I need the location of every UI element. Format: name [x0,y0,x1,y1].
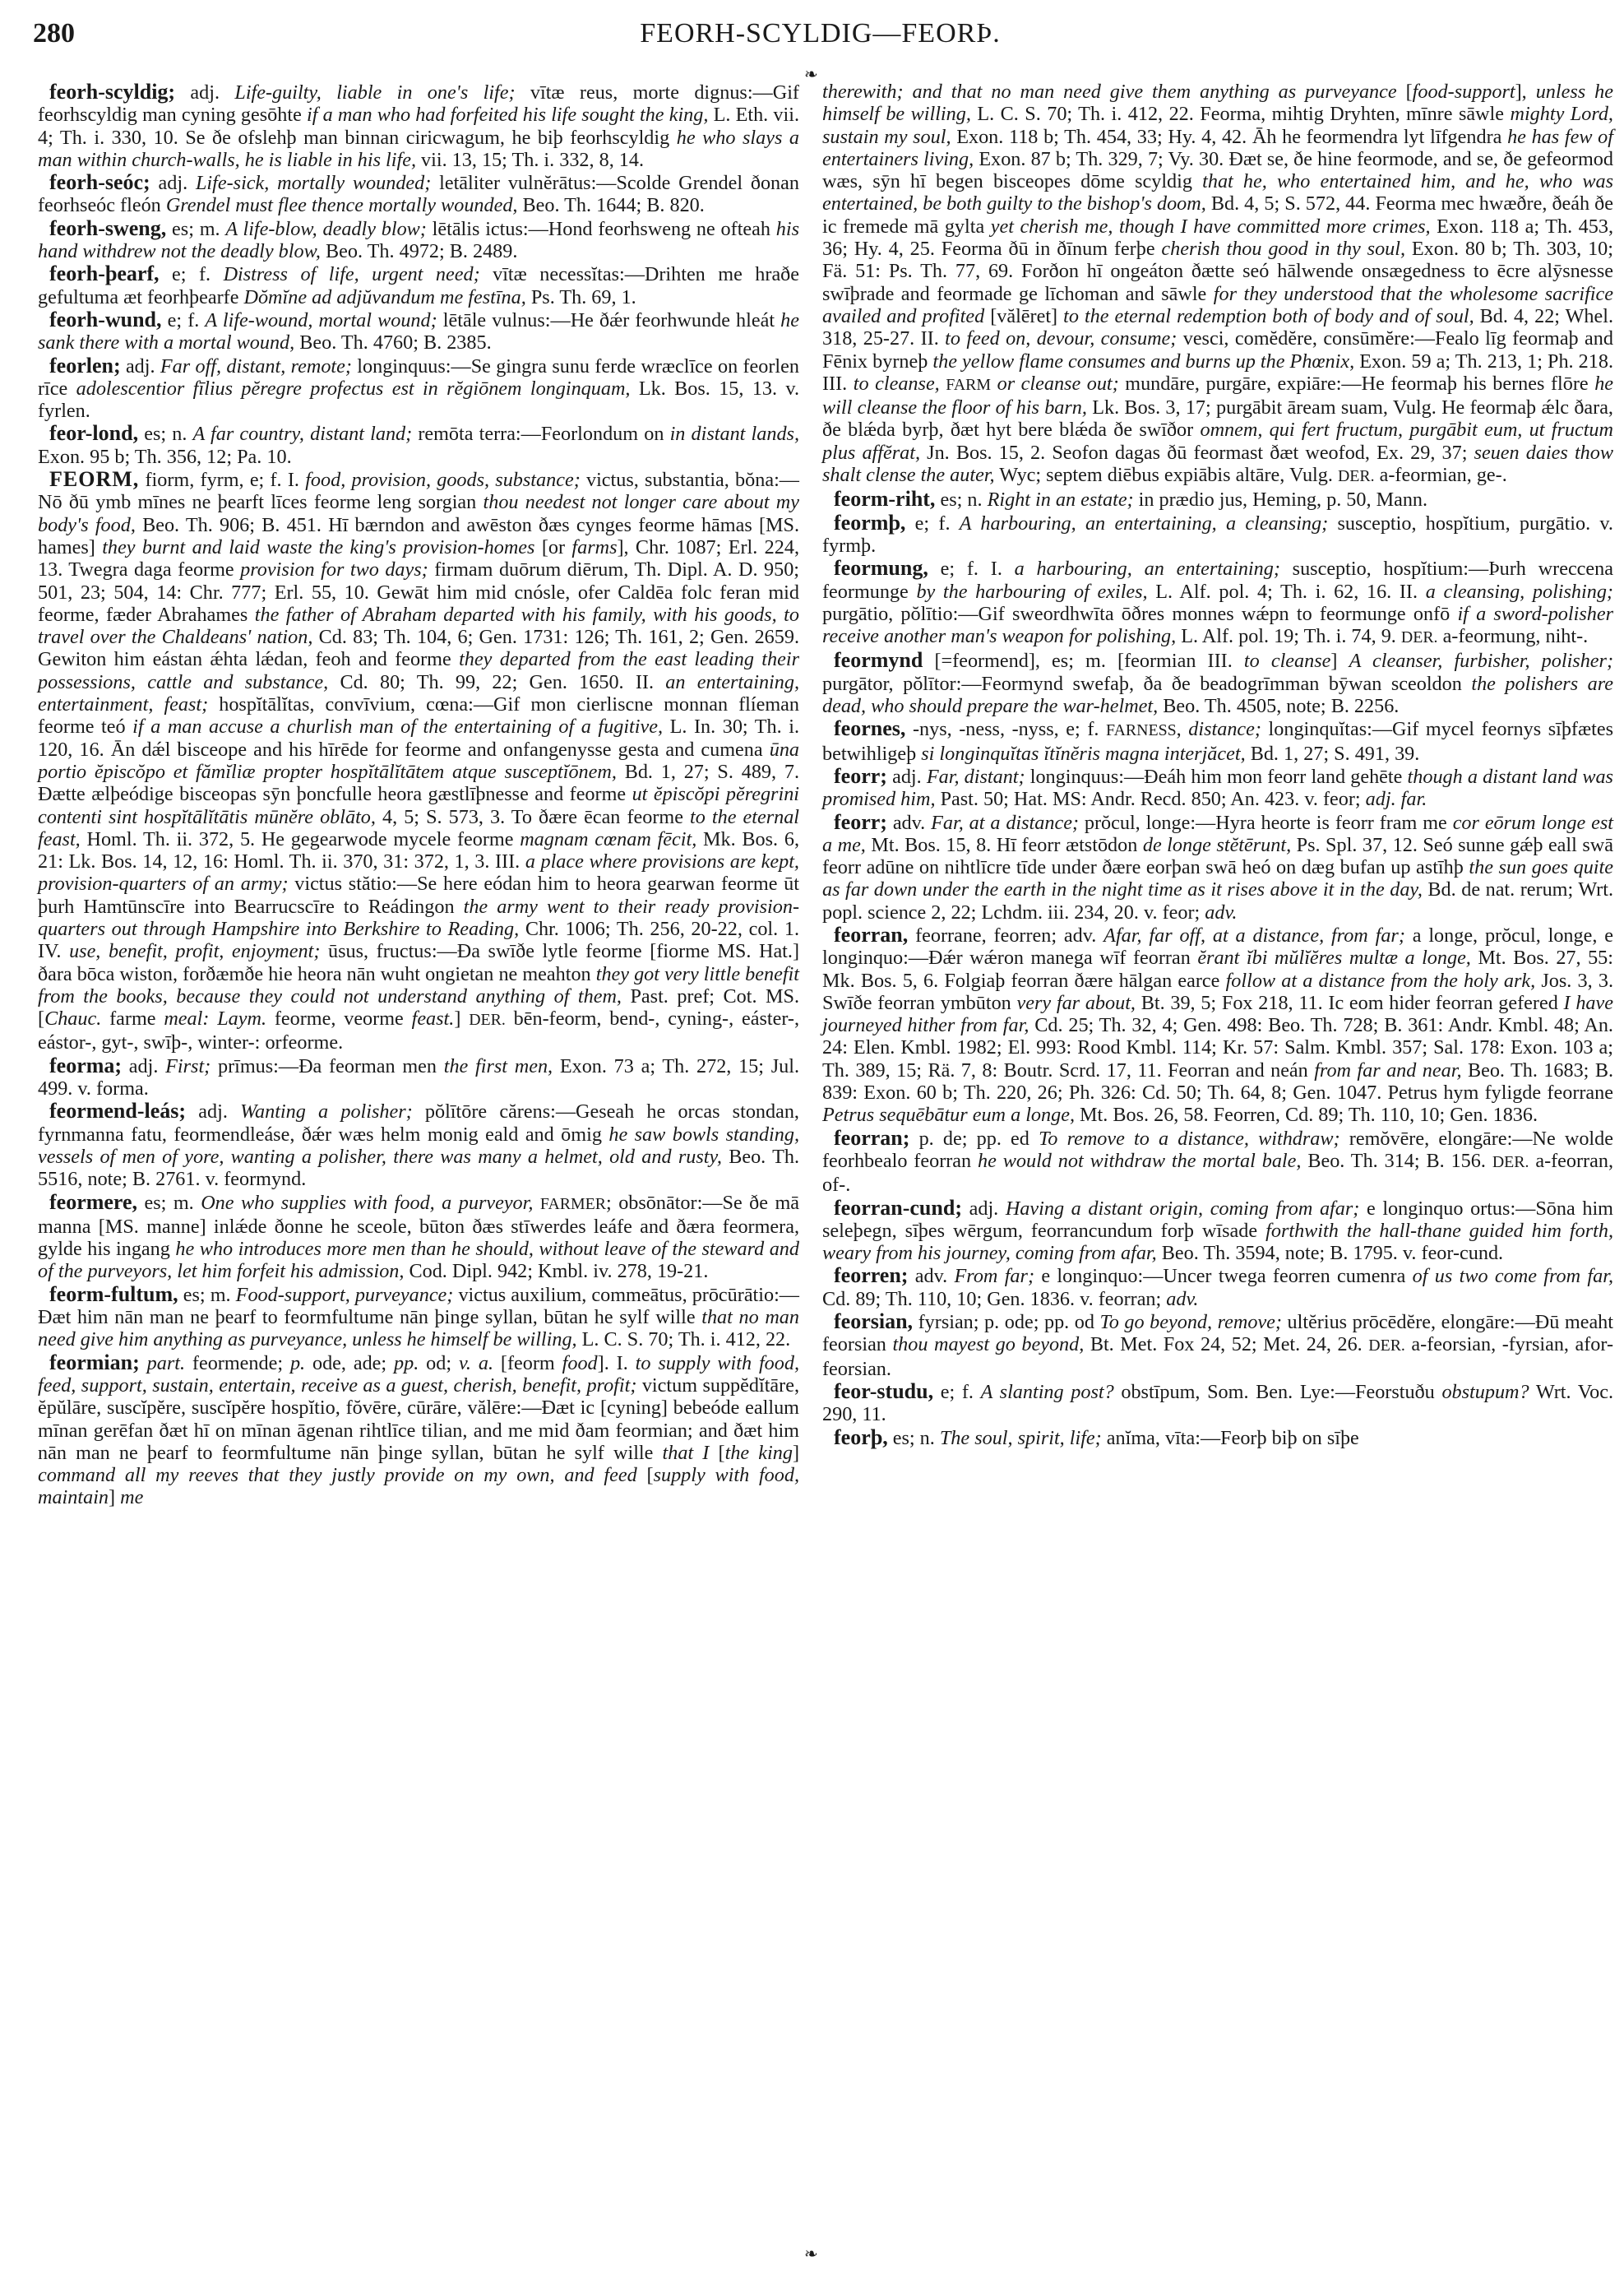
dictionary-entry [38,217,799,263]
dictionary-entry [38,262,799,308]
dictionary-entry [822,557,1613,649]
dictionary-entry [822,1380,1613,1426]
headword: feorlen; [49,353,121,378]
headword: feor-studu, [834,1378,934,1403]
headword: feorran; [834,1125,910,1150]
dictionary-entry [822,649,1613,717]
column-divider [811,78,812,2258]
dictionary-entry [38,468,799,1054]
dictionary-entry [38,1054,799,1100]
entry-definition: e; f. A life-wound, mortal wound; lētāle vulnus:—He ðǽr feorhwunde hleát he sank there with a mortal wound, Beo. Th. 4760; B. 2385. [38,308,799,354]
dictionary-entry [822,765,1613,811]
entry-definition: [=feormend], es; m. [feormian III. to cleanse] A cleanser, furbisher, polisher; purgātor, pŏlītor:—Feormynd swefaþ, ða ðe beadogrīmman bȳwan sceoldon the polishers are dead, who should prepare the war-helmet, Beo. Th. 4505, note; B. 2256. [822,650,1613,718]
entry-definition: adj. First; prīmus:—Ða feorman men the first men, Exon. 73 a; Th. 272, 15; Jul. 499. v. forma. [38,1054,799,1100]
headword: feorma; [49,1053,123,1077]
entry-definition: feorrane, feorren; adv. Afar, far off, at a distance, from far; a longe, prŏcul, longe, e longinquo:—Ðǽr wǽron manega wīf feorran ĕrant ĭbi mŭlĭĕres multæ a longe, Mt. Bos. 27, 55: Mk. Bos. 5, 6. Folgiaþ feorran ðære hālgan earce follow at a distance from the holy ark, Jos. 3, 3. Swīðe feorran ymbūton very far about, Bt. 39, 5; Fox 218, 11. Ic eom hider feorran gefered I have journeyed hither from far, Cd. 25; Th. 32, 4; Gen. 498: Beo. Th. 728; B. 361: Andr. Kmbl. 48; An. 24: Elen. Kmbl. 1982; El. 993: Rood Kmbl. 114; Kr. 57: Salm. Kmbl. 357; Sal. 178: Exon. 103 a; Th. 389, 15; Rä. 7, 8: Boutr. Scrd. 17, 11. Feorran and neán from far and near, Beo. Th. 1683; B. 839: Exon. 60 b; Th. 220, 26; Ph. 326: Cd. 50; Th. 64, 8; Gen. 1047. Petrus hym fyligde feorrane Petrus sequēbātur eum a longe, Mt. Bos. 26, 58. Feorren, Cd. 89; Th. 110, 10; Gen. 1836. [822,924,1614,1127]
entry-definition: es; m. Food-support, purveyance; victus auxilium, commeātus, prōcūrātio:—Ðæt him nān man ne þearf to feormfultume nān þinge syllan, būtan he sylf wille that no man need give him anything as purveyance, unless he himself be willing, L. C. S. 70; Th. i. 412, 22. [38,1283,799,1351]
dictionary-entry [822,924,1613,1127]
entry-definition: es; n. Right in an estate; in prædio jus, Heming, p. 50, Mann. [935,489,1428,512]
dictionary-entry [38,1351,799,1509]
headword: feormung, [834,556,928,581]
dictionary-entry [822,81,1613,488]
entry-definition: es; m. A life-blow, deadly blow; lētālis ictus:—Hond feorhsweng ne ofteah his hand withdrew not the deadly blow, Beo. Th. 4972; B. 2489. [38,217,799,263]
dictionary-entry [822,512,1613,558]
entry-definition: fiorm, fyrm, e; f. I. food, provision, goods, substance; victus, substantia, bŏna:—Nō ðū ymb mīnes ne þearft līces feorme leng sorgian thou needest not longer care about my body's food, Beo. Th. 906; B. 451. Hī bærndon and awēston ðæs cynges feorme hāmas [MS. hames] they burnt and laid waste the king's provision-homes [or farms], Chr. 1087; Erl. 224, 13. Twegra daga feorme provision for two days; firmam duōrum diērum, Th. Dipl. A. D. 950; 501, 23; 504, 14: Chr. 777; Erl. 55, 10. Gewāt him mid cnósle, ofer Caldēa folc feran mid feorme, fæder Abrahames the father of Abraham departed with his family, with his goods, to travel over the Chaldeans' nation, Cd. 83; Th. 104, 6; Gen. 1731: 126; Th. 161, 2; Gen. 2659. Gewiton him eástan ǽhta lǽdan, feoh and feorme they departed from the east leading their possessions, cattle and substance, Cd. 80; Th. 99, 22; Gen. 1650. II. an entertaining, entertainment, feast; hospĭtālĭtas, convīvium, cœna:—Gif mon cierliscne monnan flíeman feorme teó if a man accuse a churlish man of the entertaining of a fugitive, L. In. 30; Th. i. 120, 16. Ān dǽl bisceope and his hīrēde for feorme and onfangenysse gesta and cumena ūna portio ĕpiscŏpo et fămĭliæ propter hospĭtālĭtātem atque susceptĭōnem, Bd. 1, 27; S. 489, 7. Ðætte ælþeódige bisceopas sȳn þoncfulle heora gæstlīþnesse and feorme ut ĕpiscŏpi pĕregrini contenti sint hospĭtālĭtātis mūnĕre oblāto, 4, 5; S. 573, 3. To ðære ēcan feorme to the eternal feast, Homl. Th. ii. 372, 5. He gegearwode mycele feorme magnam cœnam fēcit, Mk. Bos. 6, 21: Lk. Bos. 14, 12, 16: Homl. Th. ii. 370, 31: 372, 1, 3. III. a place where provisions are kept, provision-quarters of an army; victus stătio:—Se here eódan him to heora gearwan feorme ūt þurh Hamtūnscīre into Bearrucscīre to Reádingon the army went to their ready provision-quarters out through Hampshire into Berkshire to Reading, Chr. 1006; Th. 256, 20-22, col. 1. IV. use, benefit, profit, enjoyment; ūsus, fructus:—Ða swīðe lytle feorme [fiorme MS. Hat.] ðara bōca wiston, forðæmðe hie heora nān wuht ongietan ne meahton they got very little benefit from the books, because they could not understand anything of them, Past. pref; Cot. MS. [Chauc. farme meal: Laym. feorme, veorme feast.] DER. bēn-feorm, bend-, cyning-, eáster-, eástor-, gyt-, swīþ-, winter-: orfeorme. [38,469,800,1054]
headword: feorh-scyldig; [49,80,176,104]
page-header [33,15,1608,56]
headword: feorsian, [834,1309,914,1334]
headword: feorm-riht, [834,487,936,512]
headword: feorþ, [834,1425,888,1449]
entry-definition: e; f. I. a harbouring, an entertaining; susceptio, hospĭtium:—Þurh wreccena feormunge by the harbouring of exiles, L. Alf. pol. 4; Th. i. 62, 16. II. a cleansing, polishing; purgātio, pŏlītio:—Gif sweordhwīta ōðres monnes wǽpn to feormunge onfō if a sword-polisher receive another man's weapon for polishing, L. Alf. pol. 19; Th. i. 74, 9. DER. a-feormung, niht-. [822,558,1613,648]
right-column [822,81,1613,1449]
headword: feor-lond, [49,421,139,446]
entry-definition: adj. Life-sick, mortally wounded; letāliter vulnĕrātus:—Scolde Grendel ðonan feorhseóc fleón Grendel must flee thence mortally wounded, Beo. Th. 1644; B. 820. [38,172,799,217]
entry-definition: adj. Wanting a polisher; pŏlītōre cărens:—Geseah he orcas stondan, fyrnmanna fatu, feormendleáse, ðǽr wæs helm monig eald and ōmig he saw bowls standing, vessels of men of yore, wanting a polisher, there was many a helmet, old and rusty, Beo. Th. 5516, note; B. 2761. v. feormynd. [38,1100,799,1191]
headword: FEORM, [49,467,140,492]
dictionary-entry [38,354,799,423]
dictionary-entry [38,308,799,354]
entry-definition: adj. Far, distant; longinquus:—Ðeáh him mon feorr land gehēte though a distant land was promised him, Past. 50; Hat. MS: Andr. Recd. 850; An. 423. v. feor; adj. far. [822,765,1613,811]
dictionary-entry [38,1283,799,1351]
entry-definition: p. de; pp. ed To remove to a distance, withdraw; remŏvēre, elongāre:—Ne wolde feorhbealo feorran he would not withdraw the mortal bale, Beo. Th. 314; B. 156. DER. a-feorran, of-. [822,1127,1613,1197]
headword: feormend-leás; [49,1099,187,1123]
dictionary-entry [822,811,1613,924]
headword: feorran, [834,922,909,947]
entry-definition: e; f. Distress of life, urgent need; vītæ necessĭtas:—Drihten me hraðe gefultuma æt feorhþearfe Dŏmĭne ad adjŭvandum me festīna, Ps. Th. 69, 1. [38,263,800,308]
column-ornament-top: ❧ [804,66,818,84]
entry-definition: es; n. A far country, distant land; remōta terra:—Feorlondum on in distant lands, Exon. 95 b; Th. 356, 12; Pa. 10. [38,423,799,468]
entry-definition: es; m. One who supplies with food, a purveyor, FARMER; obsōnātor:—Se ðe mā manna [MS. manne] inlǽde ðonne he sceole, būton ðæs stīwerdes leáfe and ðæra feormera, gylde his ingang he who introduces more men than he should, without leave of the steward and of the purveyors, let him forfeit his admission, Cod. Dipl. 942; Kmbl. iv. 278, 19-21. [38,1191,800,1283]
entry-definition: es; n. The soul, spirit, life; anĭma, vīta:—Feorþ biþ on sīþe [887,1426,1359,1449]
headword: feorh-sweng, [49,215,167,240]
entry-definition: adv. From far; e longinquo:—Uncer twega feorren cumenra of us two come from far, Cd. 89; Th. 110, 10; Gen. 1836. v. feorran; adv. [822,1265,1613,1310]
dictionary-entry [38,171,799,217]
entry-definition: e; f. A slanting post? obstīpum, Som. Ben. Lye:—Feorstuðu obstupum? Wrt. Voc. 290, 11. [822,1380,1613,1426]
headword: feorran-cund; [834,1195,962,1220]
dictionary-entry [822,1310,1613,1380]
column-ornament-bottom: ❧ [804,2245,818,2263]
dictionary-entry [38,81,799,171]
headword: feorh-seóc; [49,170,150,195]
dictionary-entry [822,1197,1613,1265]
headword: feorr; [834,809,887,834]
dictionary-entry [822,717,1613,765]
headword: feornes, [834,716,906,741]
headword: feormian; [49,1350,140,1374]
entry-definition: therewith; and that no man need give them anything as purveyance [food-support], unless he himself be willing, L. C. S. 70; Th. i. 412, 22. Feorma, mihtig Dryhten, mīnre sāwle mighty Lord, sustain my soul, Exon. 118 b; Th. 454, 33; Hy. 4, 42. Āh he feormendra lyt līfgendra he has few of entertainers living, Exon. 87 b; Th. 329, 7; Vy. 30. Ðæt se, ðe hine feormode, and se, ðe gefeormod wæs, sȳn hī begen bisceopes dōme scyldig that he, who entertained him, and he, who was entertained, be both guilty to the bishop's doom, Bd. 4, 5; S. 572, 44. Feorma mec hwæðre, ðeáh ðe ic fremede mā gylta yet cherish me, though I have committed more crimes, Exon. 118 a; Th. 453, 36; Hy. 4, 25. Feorma ðū in ðīnum ferþe cherish thou good in thy soul, Exon. 80 b; Th. 303, 10; Fä. 51: Ps. Th. 77, 69. Forðon hī ongeáton ðætte seó hālwende onsægedness to ēcre alȳsnesse swīþrade and feormade ge līchoman and sāwle for they understood that the wholesome sacrifice availed and profited [vălēret] to the eternal redemption both of body and of soul, Bd. 4, 22; Whel. 318, 25-27. II. to feed on, devour, consume; vesci, comĕdĕre, consūmĕre:—Fealo līg feormaþ and Fēnix byrneþ the yellow flame consumes and burns up the Phœnix, Exon. 59 a; Th. 213, 1; Ph. 218. III. to cleanse, FARM or cleanse out; mundāre, purgāre, expiāre:—He feormaþ his bernes flōre he will cleanse the floor of his barn, Lk. Bos. 3, 17; purgābit āream suam, Vulg. He feormaþ ǽlc ðara, ðe blǽda byrþ, ðæt hyt bere blǽda ðe swīðor omnem, qui fert fructum, purgābit eum, ut fructum plus affĕrat, Jn. Bos. 15, 2. Seofon dagas ðū feormast ðæt weofod, Ex. 29, 37; seuen daies thow shalt clense the auter, Wyc; septem diēbus expiābis altāre, Vulg. DER. a-feormian, ge-. [822,81,1614,487]
headword: feorh-wund, [49,307,162,331]
dictionary-entry [822,1264,1613,1310]
dictionary-entry [38,1100,799,1190]
dictionary-entry [38,422,799,468]
dictionary-entry [822,488,1613,511]
entry-definition: e; f. A harbouring, an entertaining, a cleansing; susceptio, hospĭtium, purgātio. v. fyrmþ. [822,512,1613,557]
entry-definition: part. feormende; p. ode, ade; pp. od; v. a. [feorm food]. I. to supply with food, feed, support, sustain, entertain, receive as a guest, cherish, benefit, profit; victum suppĕdĭtāre, ĕpŭlāre, suscĭpĕre, suscĭpĕre hospĭtio, fŏvēre, cūrāre, vălēre:—Ðæt ic [cyning] bebeóde eallum mīnan gerēfan ðæt hī on mīnan āgenan rihtlīce tilian, and me mid ðam feormian; and ðæt him nān man ne þearf to feormfultume nān þinge syllan, būtan he sylf wille that I [the king] command all my reeves that they justly provide on my own, and feed [supply with food, maintain] me [38,1351,800,1509]
left-column [38,81,799,1509]
dictionary-entry [822,1426,1613,1449]
headword: feorm-fultum, [49,1281,178,1306]
headword: feormere, [49,1189,138,1214]
headword: feormynd [834,648,923,673]
headword: feorh-þearf, [49,262,160,286]
headword: feorr; [834,763,887,788]
dictionary-entry [38,1191,799,1283]
page-number: 280 [33,18,75,49]
entry-definition: -nys, -ness, -nyss, e; f. FARNESS, distance; longinquĭtas:—Gif mycel feornys sīþfætes betwihligeþ si longinquĭtas ĭtĭnĕris magna interjăcet, Bd. 1, 27; S. 491, 39. [822,718,1613,765]
entry-definition: fyrsian; p. ode; pp. od To go beyond, remove; ultĕrius prōcēdĕre, elongāre:—Ðū meaht feorsian thou mayest go beyond, Bt. Met. Fox 24, 52; Met. 24, 26. DER. a-feorsian, -fyrsian, afor-feorsian. [822,1311,1614,1380]
headword: feormþ, [834,510,906,535]
entry-definition: adj. Life-guilty, liable in one's life; vītæ reus, morte dignus:—Gif feorhscyldig man cyning gesōhte if a man who had forfeited his life sought the king, L. Eth. vii. 4; Th. i. 330, 10. Se ðe ofslehþ man binnan ciricwagum, he biþ feorhscyldig he who slays a man within church-walls, he is liable in his life, vii. 13, 15; Th. i. 332, 8, 14. [38,81,799,171]
running-head: FEORH-SCYLDIG—FEORÞ. [640,18,1001,49]
dictionary-entry [822,1127,1613,1197]
entry-definition: adv. Far, at a distance; prŏcul, longe:—Hyra heorte is feorr fram me cor eōrum longe est a me, Mt. Bos. 15, 8. Hī feorr ætstōdon de longe stĕtērunt, Ps. Spl. 37, 12. Seó sunne gǽþ eall swā feorr adūne on nihtlīcre tīde under ðære eorþan swā heó on dæg bufan up astīhþ the sun goes quite as far down under the earth in the night time as it rises above it in the day, Bd. de nat. rerum; Wrt. popl. science 2, 22; Lchdm. iii. 234, 20. v. feor; adv. [822,811,1613,924]
entry-definition: adj. Having a distant origin, coming from afar; e longinquo ortus:—Sōna him seleþegn, sīþes wērgum, feorrancundum forþ wīsade forthwith the hall-thane guided him forth, weary from his journey, coming from afar, Beo. Th. 3594, note; B. 1795. v. feor-cund. [822,1197,1613,1265]
entry-definition: adj. Far off, distant, remote; longinquus:—Se gingra sunu ferde wræclīce on feorlen rīce adolescentior fīlius pĕregre profectus est in rĕgiōnem longinquam, Lk. Bos. 15, 13. v. fyrlen. [38,354,799,423]
headword: feorren; [834,1263,909,1288]
